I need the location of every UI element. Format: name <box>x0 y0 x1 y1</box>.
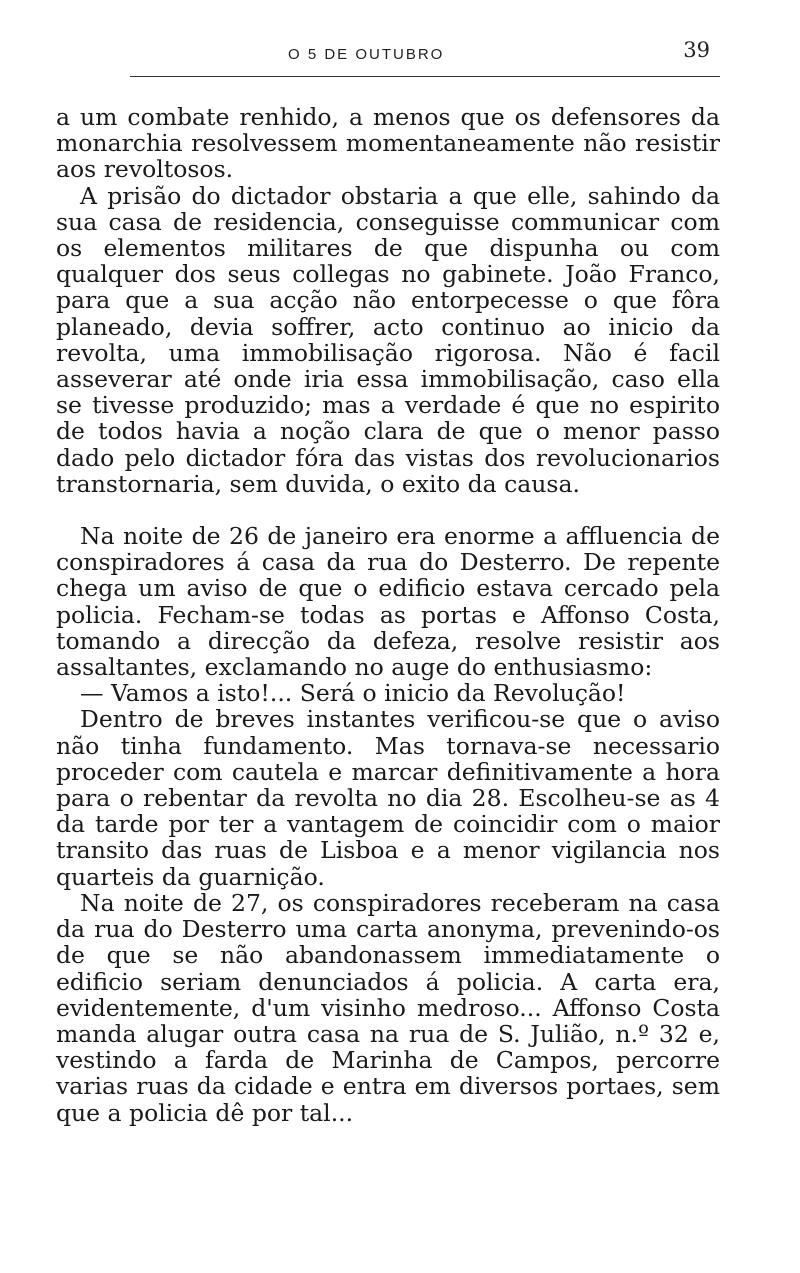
section-gap <box>56 497 720 523</box>
running-title: O 5 DE OUTUBRO <box>288 46 445 63</box>
body-text <box>56 104 720 1126</box>
paragraph-3: Na noite de 26 de janeiro era enorme a affluencia de conspiradores á casa da rua do Desterro. De repente chega um aviso de que o edificio estava cercado pela policia. Fecham-se todas as portas e Affonso Costa, tomando a direcção da defeza, resolve resistir aos assaltantes, exclamando no auge do enthusiasmo: <box>56 522 720 682</box>
page-header <box>130 36 720 77</box>
paragraph-5: Na noite de 27, os conspiradores receberam na casa da rua do Desterro uma carta anonyma, prevenindo-os de que se não abandonassem immediatamente o edificio seriam denunciados á policia. A carta era, evidentemente, d'um visinho medroso... Affonso Costa manda alugar outra casa na rua de S. Julião, n.º 32 e, vestindo a farda de Marinha de Campos, percorre varias ruas da cidade e entra em diversos portaes, sem que a policia dê por tal... <box>56 888 720 1127</box>
exclamation-line: — Vamos a isto!... Será o inicio da Revolução! <box>80 679 626 708</box>
page-number: 39 <box>683 38 710 62</box>
paragraph-2: A prisão do dictador obstaria a que elle, sahindo da sua casa de residencia, conseguisse communicar com os elementos militares de que dispunha ou com qualquer dos seus collegas no gabinete. João Franco, para que a sua acção não entorpecesse o que fôra planeado, devia soffrer, acto continuo ao inicio da revolta, uma immobilisação rigorosa. Não é facil asseverar até onde iria essa immobilisação, caso ella se tivesse produzido; mas a verdade é que no espirito de todos havia a noção clara de que o menor passo dado pelo dictador fóra das vistas dos revolucionarios transtornaria, sem duvida, o exito da causa. <box>56 181 720 498</box>
paragraph-1: a um combate renhido, a menos que os defensores da monarchia resolvessem momentaneamente não resistir aos revoltosos. <box>56 103 720 184</box>
paragraph-4: Dentro de breves instantes verificou-se que o aviso não tinha fundamento. Mas tornava-se necessario proceder com cautela e marcar definitivamente a hora para o rebentar da revolta no dia 28. Escolheu-se as 4 da tarde por ter a vantagem de coincidir com o maior transito das ruas de Lisboa e a menor vigilancia nos quarteis da guarnição. <box>56 705 720 891</box>
